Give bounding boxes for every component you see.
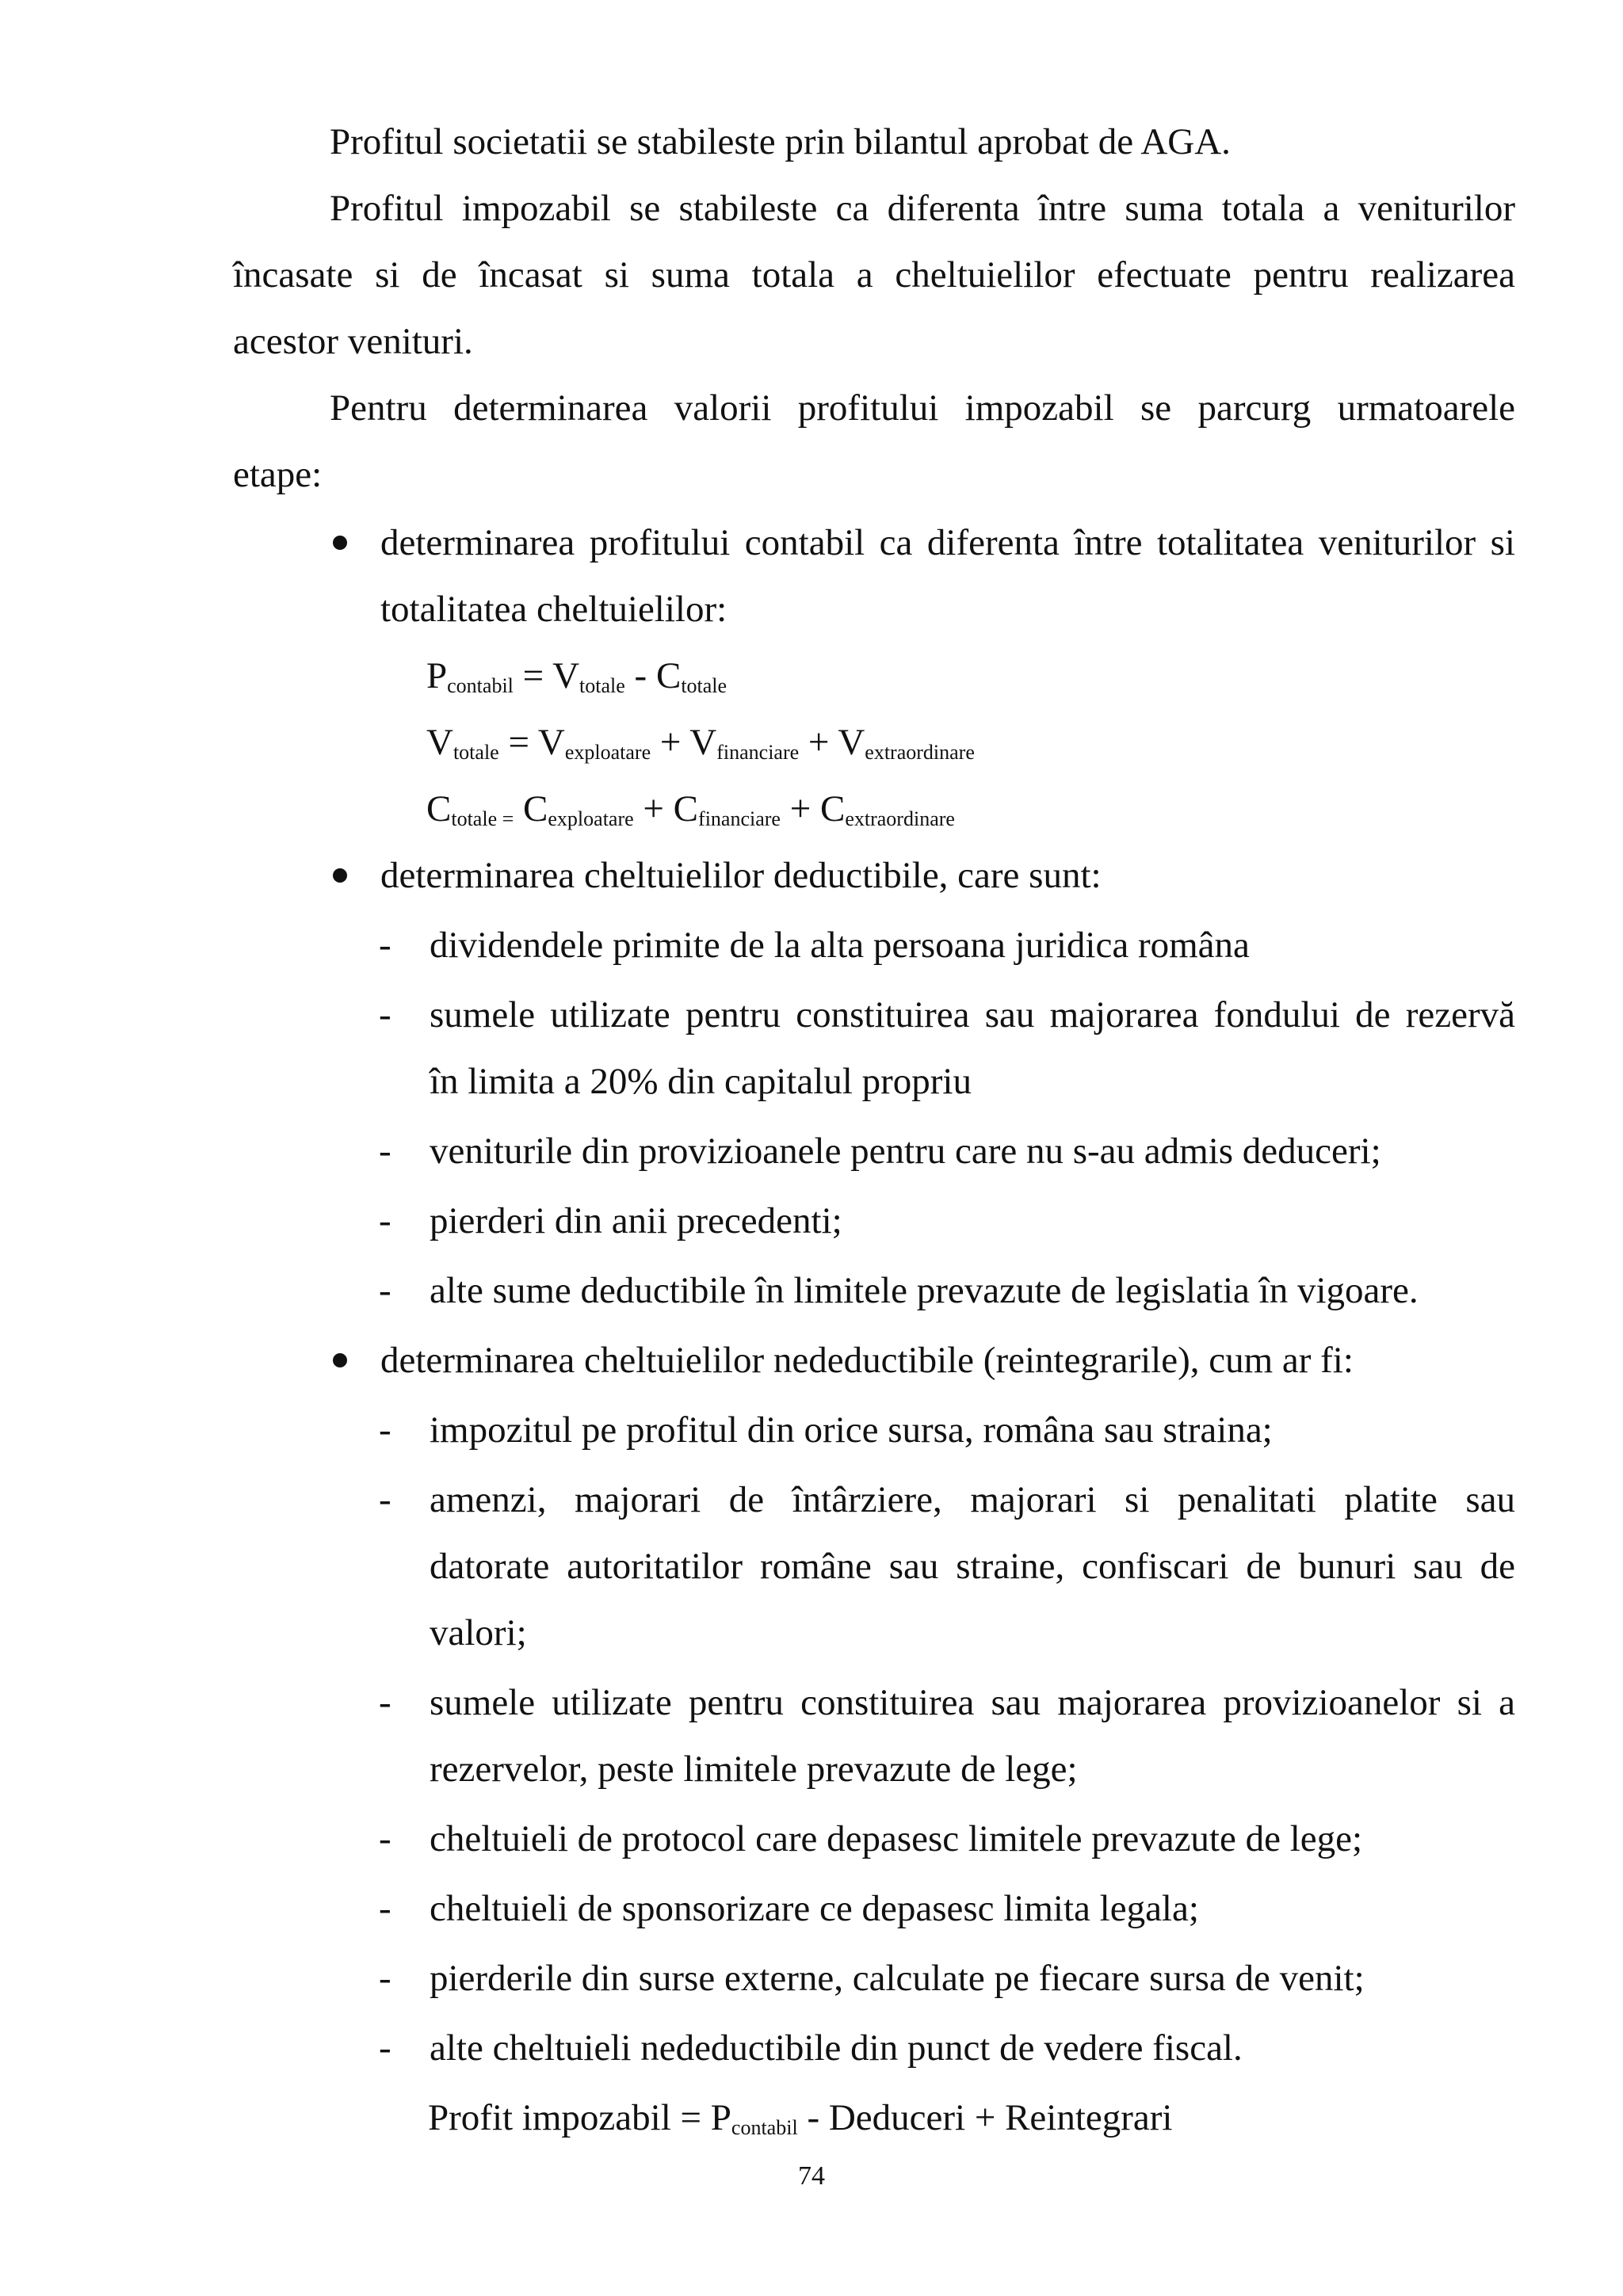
bullet-icon — [333, 536, 347, 550]
dash-icon: - — [379, 1682, 391, 1723]
bullet-1-line-2: totalitatea cheltuielilor: — [380, 589, 727, 630]
dash-icon: - — [379, 1200, 391, 1241]
deductible-item-1: dividendele primite de la alta persoana juridica româna — [430, 925, 1250, 966]
bullet-1-line-1: determinarea profitului contabil ca diferenta între totalitatea veniturilor si — [380, 522, 1515, 563]
dash-icon: - — [379, 1131, 391, 1172]
nondeductible-item-5: cheltuieli de sponsorizare ce depasesc limita legala; — [430, 1888, 1199, 1929]
paragraph-3-line-1: Pentru determinarea valorii profitului impozabil se parcurg urmatoarele — [330, 387, 1515, 429]
formula-cheltuieli-totale: $C_{totale =}$ $C_{exploatare} + C_{financiare} + C_{extraordinare}$ — [426, 788, 955, 830]
page-number: 74 — [798, 2161, 825, 2191]
paragraph-2-line-2: încasate si de încasat si suma totala a cheltuielilor efectuate pentru realizarea — [233, 254, 1515, 296]
formula-profit-contabil: $P_{contabil} = V_{totale} - C_{totale}$ — [426, 655, 727, 697]
deductible-item-2-line-2: în limita a 20% din capitalul propriu — [430, 1061, 972, 1102]
deductible-item-2-line-1: sumele utilizate pentru constituirea sau majorarea fondului de rezervă — [430, 994, 1515, 1035]
nondeductible-item-3-line-2: rezervelor, peste limitele prevazute de lege; — [430, 1749, 1078, 1790]
nondeductible-item-6: pierderile din surse externe, calculate pe fiecare sursa de venit; — [430, 1958, 1365, 1999]
paragraph-2-line-3: acestor venituri. — [233, 321, 473, 362]
dash-icon: - — [379, 1888, 391, 1929]
dash-icon: - — [379, 1818, 391, 1859]
formula-profit-impozabil: Profit impozabil = $P_{contabil}$ - Deduceri + Reintegrari — [428, 2097, 1173, 2139]
bullet-icon — [333, 868, 347, 883]
deductible-item-4: pierderi din anii precedenti; — [430, 1200, 842, 1241]
paragraph-1: Profitul societatii se stabileste prin bilantul aprobat de AGA. — [330, 121, 1231, 162]
nondeductible-item-2-line-1: amenzi, majorari de întârziere, majorari si penalitati platite sau — [430, 1479, 1515, 1520]
deductible-item-3: veniturile din provizioanele pentru care nu s-au admis deduceri; — [430, 1131, 1381, 1172]
dash-icon: - — [379, 1409, 391, 1451]
dash-icon: - — [379, 1958, 391, 1999]
nondeductible-item-3-line-1: sumele utilizate pentru constituirea sau majorarea provizioanelor si a — [430, 1682, 1515, 1723]
dash-icon: - — [379, 925, 391, 966]
nondeductible-item-7: alte cheltuieli nedeductibile din punct de vedere fiscal. — [430, 2027, 1243, 2069]
paragraph-2-line-1: Profitul impozabil se stabileste ca diferenta între suma totala a veniturilor — [330, 188, 1515, 229]
nondeductible-item-4: cheltuieli de protocol care depasesc limitele prevazute de lege; — [430, 1818, 1363, 1859]
paragraph-3-line-2: etape: — [233, 454, 323, 495]
nondeductible-item-1: impozitul pe profitul din orice sursa, româna sau straina; — [430, 1409, 1273, 1451]
nondeductible-item-2-line-3: valori; — [430, 1612, 527, 1653]
dash-icon: - — [379, 1479, 391, 1520]
dash-icon: - — [379, 1270, 391, 1311]
bullet-2: determinarea cheltuielilor deductibile, care sunt: — [380, 855, 1102, 896]
nondeductible-item-2-line-2: datorate autoritatilor române sau straine, confiscari de bunuri sau de — [430, 1546, 1515, 1587]
formula-venituri-totale: $V_{totale} = V_{exploatare} + V_{financiare} + V_{extraordinare}$ — [426, 722, 975, 764]
dash-icon: - — [379, 994, 391, 1035]
bullet-icon — [333, 1353, 347, 1367]
dash-icon: - — [379, 2027, 391, 2069]
deductible-item-5: alte sume deductibile în limitele prevazute de legislatia în vigoare. — [430, 1270, 1419, 1311]
bullet-3: determinarea cheltuielilor nedeductibile (reintegrarile), cum ar fi: — [380, 1340, 1354, 1381]
